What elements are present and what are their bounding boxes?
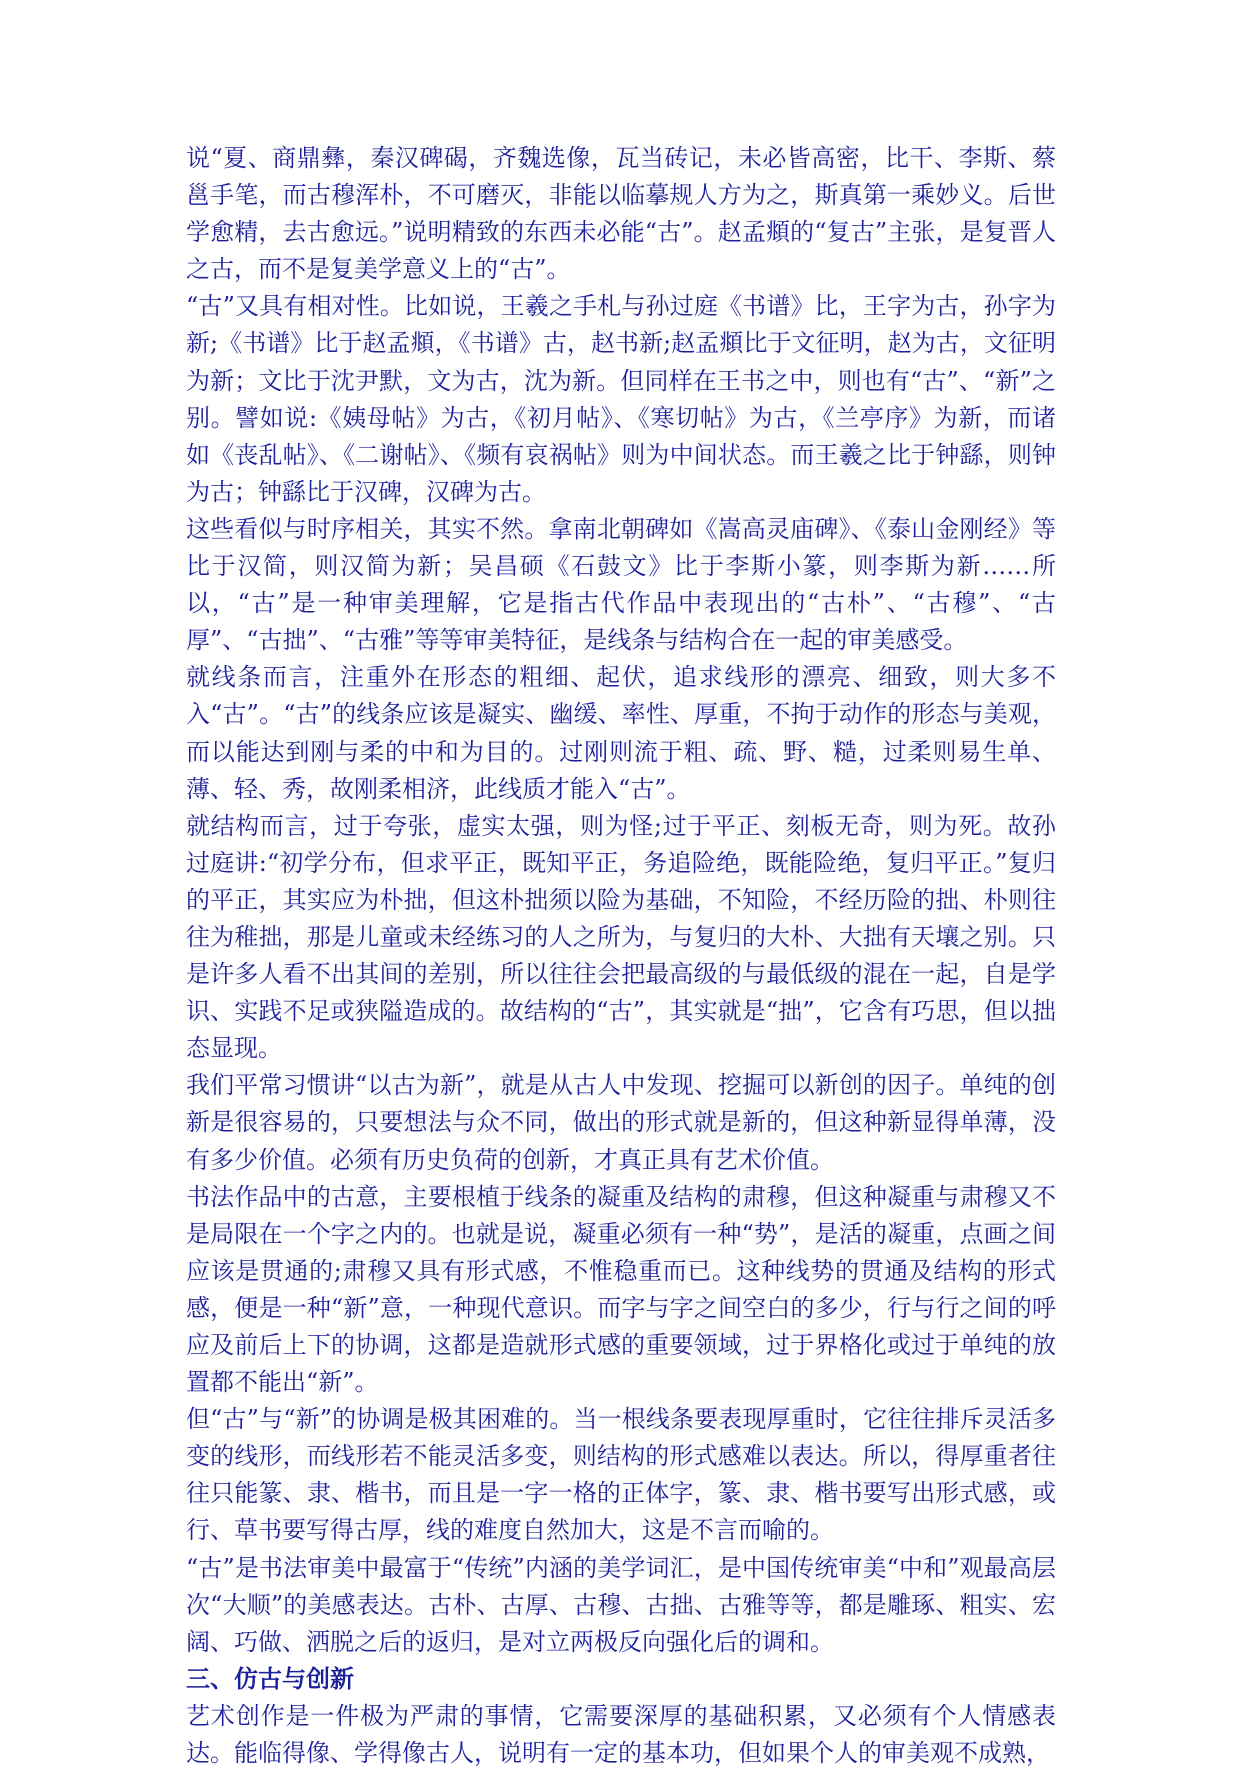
- paragraph-8: 但“古”与“新”的协调是极其困难的。当一根线条要表现厚重时，它往往排斥灵活多变的线形，而线形若不能灵活多变，则结构的形式感难以表达。所以，得厚重者往往只能篆、隶、楷书，而且是一字一格的正体字，篆、隶、楷书要写出形式感，或行、草书要写得古厚，线的难度自然加大，这是不言而喻的。: [186, 1405, 1056, 1545]
- paragraph-9: “古”是书法审美中最富于“传统”内涵的美学词汇，是中国传统审美“中和”观最高层次“大顺”的美感表达。古朴、古厚、古穆、古拙、古雅等等，都是雕琢、粗实、宏阔、巧做、洒脱之后的返归，是对立两极反向强化后的调和。: [186, 1553, 1056, 1656]
- paragraph-2: “古”又具有相对性。比如说，王羲之手札与孙过庭《书谱》比，王字为古，孙字为新;《书谱》比于赵孟頫，《书谱》古，赵书新;赵孟頫比于文征明，赵为古，文征明为新；文比于沈尹默，文为古，沈为新。但同样在王书之中，则也有“古”、“新”之别。譬如说:《姨母帖》为古，《初月帖》、《寒切帖》为古，《兰亭序》为新，而诸如《丧乱帖》、《二谢帖》、《频有哀祸帖》则为中间状态。而王羲之比于钟繇，则钟为古；钟繇比于汉碑，汉碑为古。: [186, 292, 1056, 506]
- paragraph-final: 艺术创作是一件极为严肃的事情，它需要深厚的基础积累，又必须有个人情感表达。能临得像、学得像古人，说明有一定的基本功，但如果个人的审美观不成熟，: [186, 1701, 1056, 1768]
- paragraph-7: 书法作品中的古意，主要根植于线条的凝重及结构的肃穆，但这种凝重与肃穆又不是局限在一个字之内的。也就是说，凝重必须有一种“势”，是活的凝重，点画之间应该是贯通的;肃穆又具有形式感，不惟稳重而已。这种线势的贯通及结构的形式感，便是一种“新”意，一种现代意识。而字与字之间空白的多少，行与行之间的呼应及前后上下的协调，这都是造就形式感的重要领域，过于界格化或过于单纯的放置都不能出“新”。: [186, 1182, 1056, 1397]
- paragraph-1: 说“夏、商鼎彝，秦汉碑碣，齐魏选像，瓦当砖记，未必皆高密，比干、李斯、蔡邕手笔，而古穆浑朴，不可磨灭，非能以临摹规人方为之，斯真第一乘妙义。后世学愈精，去古愈远。”说明精致的东西未必能“古”。赵孟頫的“复古”主张，是复晋人之古，而不是复美学意义上的“古”。: [186, 144, 1056, 284]
- paragraph-3: 这些看似与时序相关，其实不然。拿南北朝碑如《嵩高灵庙碑》、《泰山金刚经》等比于汉简，则汉简为新；吴昌硕《石鼓文》比于李斯小篆，则李斯为新……所以，“古”是一种审美理解，它是指古代作品中表现出的“古朴”、“古穆”、“古厚”、“古拙”、“古雅”等等审美特征，是线条与结构合在一起的审美感受。: [186, 514, 1056, 655]
- paragraph-4: 就线条而言，注重外在形态的粗细、起伏，追求线形的漂亮、细致，则大多不入“古”。“古”的线条应该是凝实、幽缓、率性、厚重，不拘于动作的形态与美观，而以能达到刚与柔的中和为目的。过刚则流于粗、疏、野、糙，过柔则易生单、薄、轻、秀，故刚柔相济，此线质才能入“古”。: [186, 663, 1056, 803]
- paragraph-5: 就结构而言，过于夸张，虚实太强，则为怪;过于平正、刻板无奇，则为死。故孙过庭讲:“初学分布，但求平正，既知平正，务追险绝，既能险绝，复归平正。”复归的平正，其实应为朴拙，但这朴拙须以险为基础，不知险，不经历险的拙、朴则往往为稚拙，那是儿童或未经练习的人之所为，与复归的大朴、大拙有天壤之别。只是许多人看不出其间的差别，所以往往会把最高级的与最低级的混在一起，自是学识、实践不足或狭隘造成的。故结构的“古”，其实就是“拙”，它含有巧思，但以拙态显现。: [186, 811, 1056, 1063]
- paragraph-6: 我们平常习惯讲“以古为新”，就是从古人中发现、挖掘可以新创的因子。单纯的创新是很容易的，只要想法与众不同，做出的形式就是新的，但这种新显得单薄，没有多少价值。必须有历史负荷的创新，才真正具有艺术价值。: [186, 1071, 1056, 1174]
- section-heading: 三、仿古与创新: [186, 1664, 354, 1693]
- document-page: [186, 140, 1056, 1772]
